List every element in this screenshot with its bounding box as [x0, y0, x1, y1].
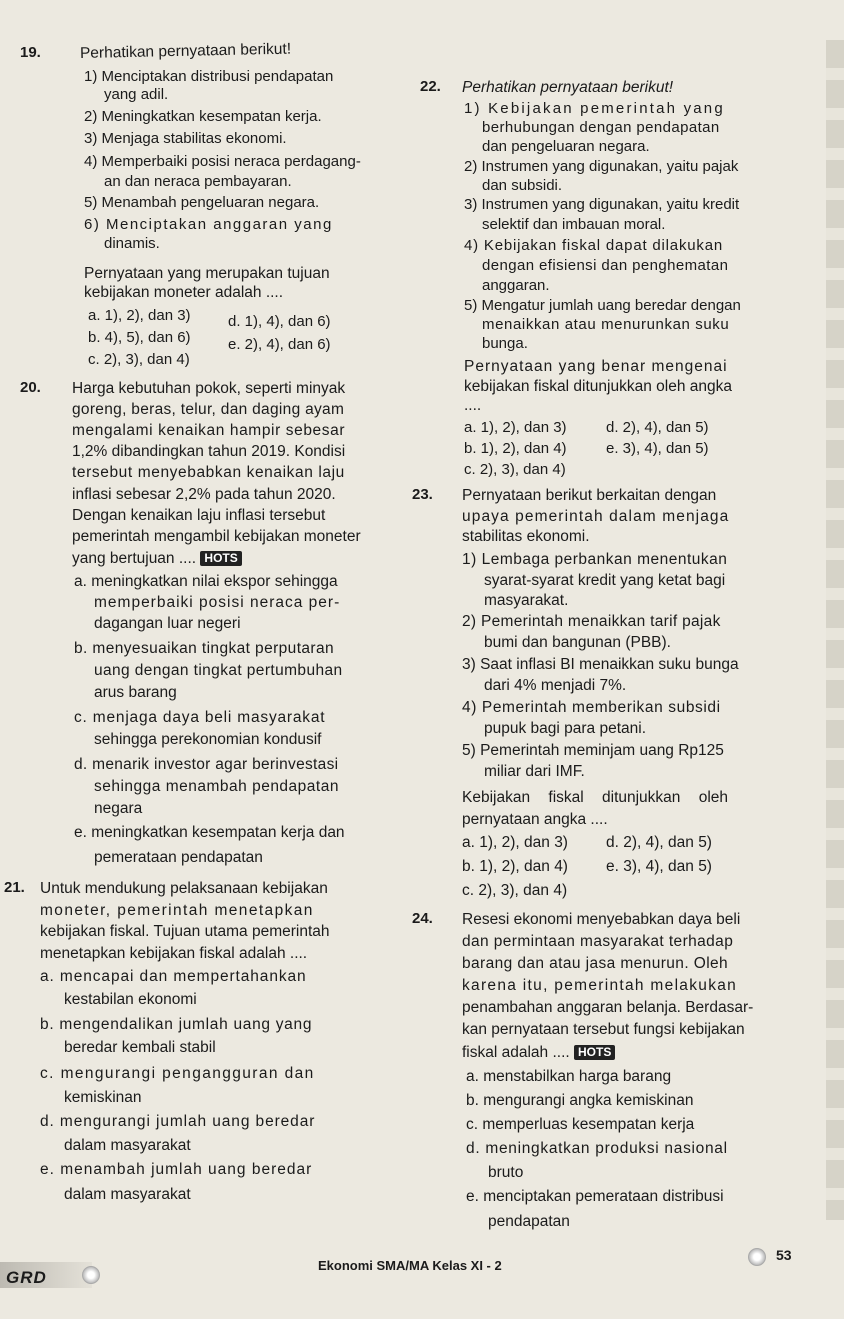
question-stem-line: kebijakan fiskal. Tujuan utama pemerintah — [40, 923, 330, 940]
question-number: 19. — [20, 44, 41, 61]
question-stem-line: Untuk mendukung pelaksanaan kebijakan — [40, 880, 328, 897]
question-stem-line: 1,2% dibandingkan tahun 2019. Kondisi — [72, 443, 346, 460]
option-a[interactable]: a. 1), 2), dan 3) — [88, 307, 191, 324]
option-e[interactable]: e. menciptakan pemerataan distribusi — [466, 1188, 724, 1205]
statement: dinamis. — [104, 235, 160, 252]
question-stem-line: Dengan kenaikan laju inflasi tersebut — [72, 507, 326, 524]
question-number: 20. — [20, 379, 41, 396]
question-stem-line: pemerintah mengambil kebijakan moneter — [72, 528, 361, 545]
option-c[interactable]: c. 2), 3), dan 4) — [462, 882, 568, 899]
statement: miliar dari IMF. — [484, 763, 585, 780]
statement: dengan efisiensi dan penghematan — [482, 257, 729, 274]
hots-badge: HOTS — [200, 551, 241, 566]
statement: 3) Instrumen yang digunakan, yaitu kredit — [464, 196, 740, 213]
page-number: 53 — [776, 1247, 792, 1263]
question-number: 23. — [412, 486, 433, 503]
statement: anggaran. — [482, 277, 550, 294]
option-c[interactable]: c. 2), 3), dan 4) — [464, 461, 566, 478]
option-e[interactable]: e. 3), 4), dan 5) — [606, 440, 709, 457]
option-e[interactable]: e. 2), 4), dan 6) — [228, 336, 331, 353]
circle-ornament-icon — [748, 1248, 766, 1266]
question-text: .... — [464, 397, 482, 414]
statement: yang adil. — [104, 86, 169, 103]
statement: 2) Pemerintah menaikkan tarif pajak — [462, 613, 721, 630]
statement: syarat-syarat kredit yang ketat bagi — [484, 572, 726, 589]
option-d[interactable]: d. 2), 4), dan 5) — [606, 834, 712, 851]
statement: masyarakat. — [484, 592, 569, 609]
option-e-line: pendapatan — [488, 1213, 570, 1230]
statement: dan subsidi. — [482, 177, 563, 194]
option-b-line: arus barang — [94, 684, 177, 701]
option-d[interactable]: d. meningkatkan produksi nasional — [466, 1140, 728, 1157]
statement: 5) Mengatur jumlah uang beredar dengan — [464, 297, 741, 314]
option-e[interactable]: e. 3), 4), dan 5) — [606, 858, 712, 875]
option-a[interactable]: a. mencapai dan mempertahankan — [40, 968, 307, 985]
statement: menaikkan atau menurunkan suku — [482, 316, 730, 333]
question-text: kebijakan moneter adalah .... — [84, 284, 284, 301]
option-c[interactable]: c. menjaga daya beli masyarakat — [74, 709, 326, 726]
question-text: kebijakan fiskal ditunjukkan oleh angka — [464, 378, 732, 395]
statement: 2) Meningkatkan kesempatan kerja. — [84, 108, 322, 125]
statement: 4) Kebijakan fiskal dapat dilakukan — [464, 237, 723, 254]
option-b[interactable]: b. mengendalikan jumlah uang yang — [40, 1016, 313, 1033]
statement: an dan neraca pembayaran. — [104, 173, 292, 190]
option-d-line: negara — [94, 800, 143, 817]
option-d-line: sehingga menambah pendapatan — [94, 778, 339, 795]
statement: selektif dan imbauan moral. — [482, 216, 666, 233]
option-a[interactable]: a. menstabilkan harga barang — [466, 1068, 672, 1085]
option-e[interactable]: e. menambah jumlah uang beredar — [40, 1161, 313, 1178]
statement: 5) Menambah pengeluaran negara. — [84, 194, 320, 211]
statement: 1) Kebijakan pemerintah yang — [464, 100, 725, 117]
statement: 4) Pemerintah memberikan subsidi — [462, 699, 721, 716]
option-e-line: pemerataan pendapatan — [94, 849, 263, 866]
question-stem-line: upaya pemerintah dalam menjaga — [462, 508, 730, 525]
question-text: pernyataan angka .... — [462, 811, 608, 828]
option-d[interactable]: d. 1), 4), dan 6) — [228, 313, 331, 330]
question-intro: Perhatikan pernyataan berikut! — [79, 40, 292, 62]
statement: bumi dan bangunan (PBB). — [484, 634, 671, 651]
question-stem-line: stabilitas ekonomi. — [462, 528, 590, 545]
option-a-line: memperbaiki posisi neraca per- — [94, 594, 341, 611]
statement: 5) Pemerintah meminjam uang Rp125 — [462, 742, 724, 759]
question-stem-line: inflasi sebesar 2,2% pada tahun 2020. — [72, 486, 336, 503]
question-stem-line: Harga kebutuhan pokok, seperti minyak — [72, 380, 346, 397]
question-text: Pernyataan yang merupakan tujuan — [84, 265, 330, 282]
statement: 6) Menciptakan anggaran yang — [84, 216, 333, 233]
question-text: Pernyataan yang benar mengenai — [464, 358, 728, 375]
question-stem-line: dan permintaan masyarakat terhadap — [462, 933, 734, 950]
statement: dari 4% menjadi 7%. — [484, 677, 627, 694]
statement: 4) Memperbaiki posisi neraca perdagang- — [84, 153, 361, 170]
question-intro: Perhatikan pernyataan berikut! — [462, 79, 674, 96]
statement: 1) Lembaga perbankan menentukan — [462, 551, 728, 568]
option-b[interactable]: b. 4), 5), dan 6) — [88, 329, 191, 346]
option-e-line: dalam masyarakat — [64, 1186, 191, 1203]
question-number: 22. — [420, 78, 441, 95]
book-title-footer: Ekonomi SMA/MA Kelas XI - 2 — [318, 1258, 502, 1273]
brand-logo: GRD — [6, 1268, 47, 1287]
statement: berhubungan dengan pendapatan — [482, 119, 720, 136]
question-stem-line: menetapkan kebijakan fiskal adalah .... — [40, 945, 308, 962]
question-stem-line: fiskal adalah .... HOTS — [462, 1043, 615, 1062]
option-c[interactable]: c. 2), 3), dan 4) — [88, 351, 190, 368]
question-stem-line: Pernyataan berikut berkaitan dengan — [462, 487, 717, 504]
option-c[interactable]: c. memperluas kesempatan kerja — [466, 1116, 695, 1133]
question-stem-line: yang bertujuan .... HOTS — [72, 549, 242, 568]
option-a[interactable]: a. 1), 2), dan 3) — [462, 834, 568, 851]
option-b[interactable]: b. mengurangi angka kemiskinan — [466, 1092, 694, 1109]
statement: 3) Menjaga stabilitas ekonomi. — [84, 130, 287, 147]
option-e[interactable]: e. meningkatkan kesempatan kerja dan — [74, 824, 345, 841]
statement: bunga. — [482, 335, 528, 352]
question-number: 21. — [4, 879, 25, 896]
option-d[interactable]: d. mengurangi jumlah uang beredar — [40, 1113, 316, 1130]
question-stem-line: mengalami kenaikan hampir sebesar — [72, 422, 346, 439]
statement: 2) Instrumen yang digunakan, yaitu pajak — [464, 158, 739, 175]
question-stem-line: moneter, pemerintah menetapkan — [40, 902, 314, 919]
question-text: Kebijakan fiskal ditunjukkan oleh — [462, 789, 729, 806]
option-b-line: beredar kembali stabil — [64, 1039, 216, 1056]
option-d-line: bruto — [488, 1164, 524, 1181]
question-stem-line: tersebut menyebabkan kenaikan laju — [72, 464, 345, 481]
circle-ornament-icon — [82, 1266, 100, 1284]
option-a[interactable]: a. 1), 2), dan 3) — [464, 419, 567, 436]
statement: 3) Saat inflasi BI menaikkan suku bunga — [462, 656, 739, 673]
question-stem-line: karena itu, pemerintah melakukan — [462, 977, 738, 994]
option-b[interactable]: b. menyesuaikan tingkat perputaran — [74, 640, 335, 657]
question-stem-line: penambahan anggaran belanja. Berdasar- — [462, 999, 754, 1016]
option-a-line: kestabilan ekonomi — [64, 991, 197, 1008]
option-d[interactable]: d. menarik investor agar berinvestasi — [74, 756, 339, 773]
question-stem-line: Resesi ekonomi menyebabkan daya beli — [462, 911, 741, 928]
question-stem-line: goreng, beras, telur, dan daging ayam — [72, 401, 345, 418]
option-b[interactable]: b. 1), 2), dan 4) — [464, 440, 567, 457]
option-d-line: dalam masyarakat — [64, 1137, 191, 1154]
question-stem-line: kan pernyataan tersebut fungsi kebijakan — [462, 1021, 745, 1038]
option-b[interactable]: b. 1), 2), dan 4) — [462, 858, 568, 875]
statement: pupuk bagi para petani. — [484, 720, 647, 737]
option-a-line: dagangan luar negeri — [94, 615, 241, 632]
option-d[interactable]: d. 2), 4), dan 5) — [606, 419, 709, 436]
option-c-line: kemiskinan — [64, 1089, 142, 1106]
option-b-line: uang dengan tingkat pertumbuhan — [94, 662, 343, 679]
hots-badge: HOTS — [574, 1045, 615, 1060]
statement: 1) Menciptakan distribusi pendapatan — [84, 68, 334, 85]
option-c[interactable]: c. mengurangi pengangguran dan — [40, 1065, 315, 1082]
question-stem-line: barang dan atau jasa menurun. Oleh — [462, 955, 729, 972]
option-a[interactable]: a. meningkatkan nilai ekspor sehingga — [74, 573, 338, 590]
statement: dan pengeluaran negara. — [482, 138, 650, 155]
question-number: 24. — [412, 910, 433, 927]
page-edge-shadow — [826, 40, 844, 1220]
option-c-line: sehingga perekonomian kondusif — [94, 731, 322, 748]
